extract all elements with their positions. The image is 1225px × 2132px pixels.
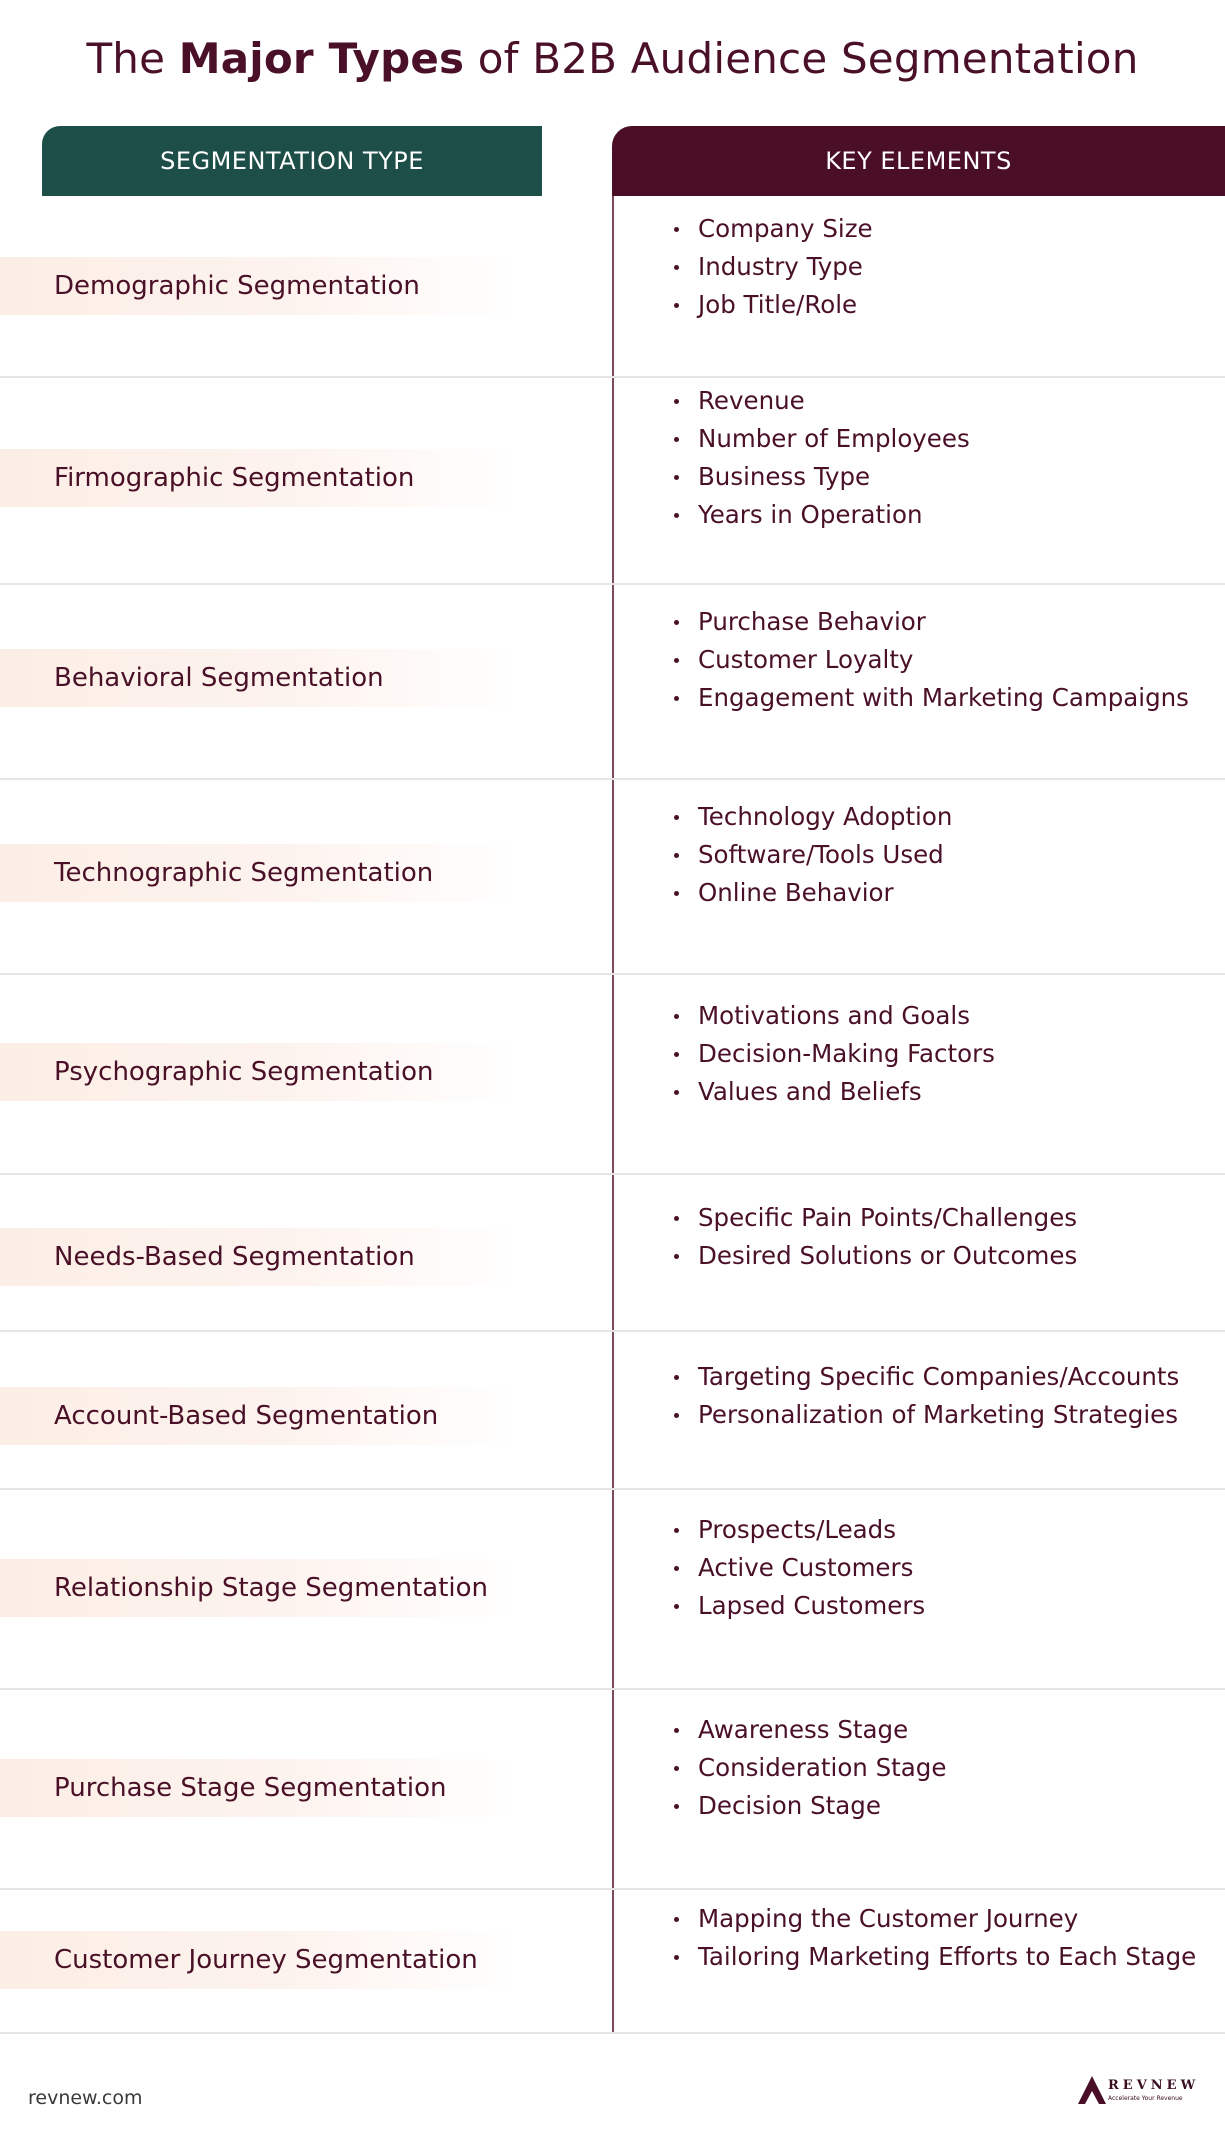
- footer-url: revnew.com: [28, 2087, 143, 2109]
- segmentation-type-header: SEGMENTATION TYPE: [42, 126, 542, 196]
- segmentation-type-label: Psychographic Segmentation: [0, 1043, 520, 1101]
- list-item: Industry Type: [672, 248, 873, 286]
- segmentation-type-label: Needs-Based Segmentation: [0, 1228, 520, 1286]
- table-row: [0, 1332, 1225, 1490]
- table-row: [0, 585, 1225, 780]
- segmentation-type-label: Account-Based Segmentation: [0, 1387, 520, 1445]
- list-item: Tailoring Marketing Efforts to Each Stage: [672, 1938, 1196, 1976]
- list-item: Prospects/Leads: [672, 1511, 925, 1549]
- segmentation-type-label: Purchase Stage Segmentation: [0, 1759, 520, 1817]
- list-item: Software/Tools Used: [672, 836, 952, 874]
- list-item: Values and Beliefs: [672, 1073, 995, 1111]
- key-elements-list: [672, 1199, 1077, 1275]
- segmentation-type-label: Customer Journey Segmentation: [0, 1931, 520, 1989]
- list-item: Purchase Behavior: [672, 603, 1189, 641]
- list-item: Decision Stage: [672, 1787, 946, 1825]
- list-item: Number of Employees: [672, 420, 970, 458]
- list-item: Customer Loyalty: [672, 641, 1189, 679]
- segmentation-type-label: Technographic Segmentation: [0, 844, 520, 902]
- table-row: [0, 975, 1225, 1175]
- table-row: [0, 1490, 1225, 1690]
- key-elements-list: [672, 1511, 925, 1625]
- list-item: Company Size: [672, 210, 873, 248]
- list-item: Awareness Stage: [672, 1711, 946, 1749]
- table-row: [0, 196, 1225, 378]
- list-item: Desired Solutions or Outcomes: [672, 1237, 1077, 1275]
- key-elements-list: [672, 997, 995, 1111]
- segmentation-type-label: Demographic Segmentation: [0, 257, 520, 315]
- list-item: Consideration Stage: [672, 1749, 946, 1787]
- list-item: Job Title/Role: [672, 286, 873, 324]
- key-elements-list: [672, 1711, 946, 1825]
- list-item: Engagement with Marketing Campaigns: [672, 679, 1189, 717]
- table-row: [0, 1175, 1225, 1332]
- table-row: [0, 1690, 1225, 1890]
- revnew-logo: REVNEW Accelerate Your Revenue: [1076, 2072, 1202, 2108]
- key-elements-list: [672, 1358, 1179, 1434]
- table-row: [0, 780, 1225, 975]
- list-item: Decision-Making Factors: [672, 1035, 995, 1073]
- list-item: Specific Pain Points/Challenges: [672, 1199, 1077, 1237]
- page-title: The Major Types of B2B Audience Segmentation: [86, 34, 1139, 83]
- row-divider: [0, 2032, 1225, 2034]
- list-item: Targeting Specific Companies/Accounts: [672, 1358, 1179, 1396]
- list-item: Motivations and Goals: [672, 997, 995, 1035]
- segmentation-type-label: Behavioral Segmentation: [0, 649, 520, 707]
- list-item: Personalization of Marketing Strategies: [672, 1396, 1179, 1434]
- key-elements-header: KEY ELEMENTS: [612, 126, 1225, 196]
- list-item: Revenue: [672, 382, 970, 420]
- list-item: Online Behavior: [672, 874, 952, 912]
- segmentation-type-label: Firmographic Segmentation: [0, 449, 520, 507]
- list-item: Business Type: [672, 458, 970, 496]
- list-item: Mapping the Customer Journey: [672, 1900, 1196, 1938]
- key-elements-list: [672, 1900, 1196, 1976]
- list-item: Lapsed Customers: [672, 1587, 925, 1625]
- key-elements-list: [672, 603, 1189, 717]
- key-elements-list: [672, 382, 970, 534]
- table-row: [0, 1890, 1225, 2034]
- logo-mark-icon: [1076, 2072, 1108, 2106]
- key-elements-list: [672, 210, 873, 324]
- segmentation-type-label: Relationship Stage Segmentation: [0, 1559, 520, 1617]
- key-elements-list: [672, 798, 952, 912]
- list-item: Years in Operation: [672, 496, 970, 534]
- table-row: [0, 378, 1225, 585]
- list-item: Active Customers: [672, 1549, 925, 1587]
- list-item: Technology Adoption: [672, 798, 952, 836]
